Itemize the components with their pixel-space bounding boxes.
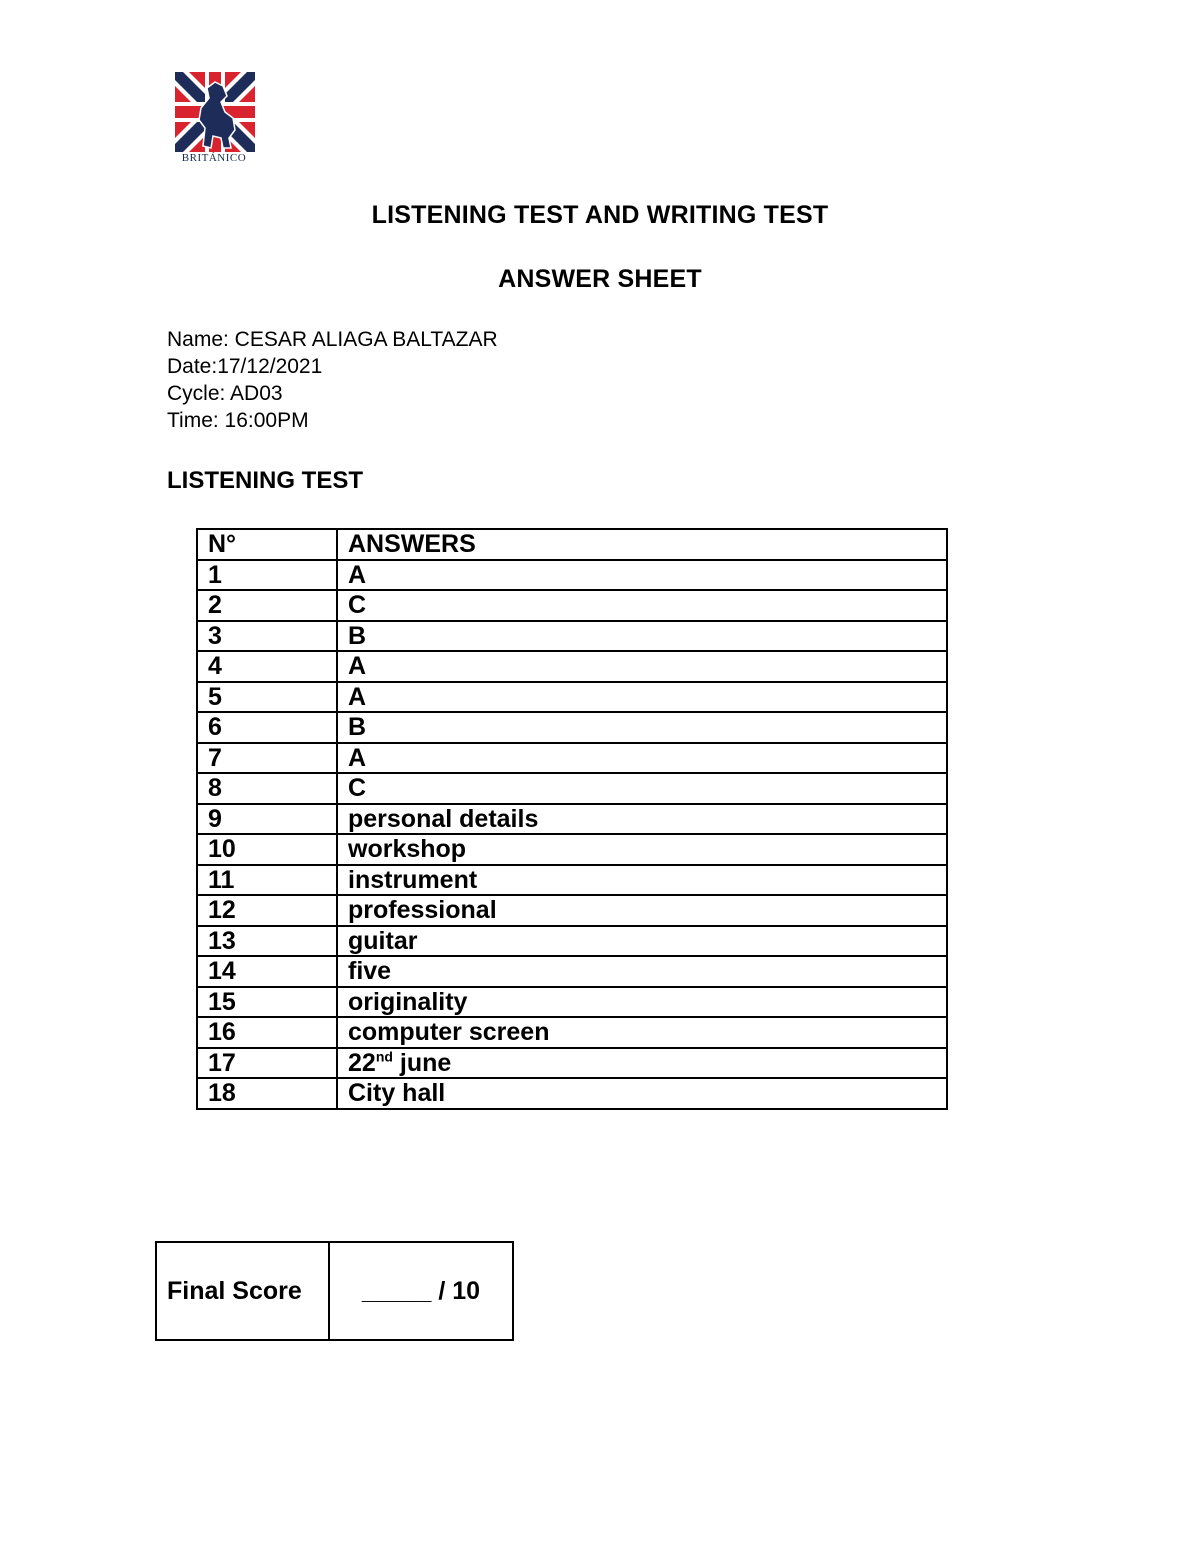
section-heading-listening: LISTENING TEST — [167, 467, 364, 494]
column-header-number: N° — [197, 529, 337, 560]
row-answer: instrument — [337, 865, 947, 896]
table-row — [197, 590, 947, 621]
table-row — [197, 712, 947, 743]
table-row — [197, 560, 947, 591]
row-number: 7 — [197, 743, 337, 774]
column-header-answers: ANSWERS — [337, 529, 947, 560]
row-answer: five — [337, 956, 947, 987]
table-row — [197, 773, 947, 804]
row-number: 5 — [197, 682, 337, 713]
table-row — [197, 987, 947, 1018]
page-subtitle: ANSWER SHEET — [498, 265, 702, 293]
answer-ordinal-suffix: nd — [375, 1048, 393, 1065]
row-answer: City hall — [337, 1078, 947, 1109]
final-score-label: Final Score — [156, 1242, 329, 1340]
table-row — [197, 926, 947, 957]
row-number: 6 — [197, 712, 337, 743]
table-row — [197, 1017, 947, 1048]
row-number: 16 — [197, 1017, 337, 1048]
row-answer: A — [337, 682, 947, 713]
row-number: 15 — [197, 987, 337, 1018]
row-answer: A — [337, 743, 947, 774]
table-row — [197, 834, 947, 865]
row-number: 10 — [197, 834, 337, 865]
answer-day: 22 — [348, 1048, 376, 1077]
row-answer: C — [337, 590, 947, 621]
row-number: 8 — [197, 773, 337, 804]
row-number: 13 — [197, 926, 337, 957]
row-number: 9 — [197, 804, 337, 835]
table-row — [197, 895, 947, 926]
row-number: 2 — [197, 590, 337, 621]
row-number: 14 — [197, 956, 337, 987]
row-answer: B — [337, 712, 947, 743]
row-answer: professional — [337, 895, 947, 926]
row-answer: guitar — [337, 926, 947, 957]
row-answer: personal details — [337, 804, 947, 835]
test-time: Time: 16:00PM — [167, 409, 309, 432]
row-number: 1 — [197, 560, 337, 591]
table-row — [197, 743, 947, 774]
answer-month: june — [392, 1048, 452, 1077]
table-row — [197, 1048, 947, 1079]
final-score-box — [155, 1241, 514, 1341]
student-name: Name: CESAR ALIAGA BALTAZAR — [167, 328, 498, 351]
row-answer — [337, 1048, 947, 1079]
row-number: 4 — [197, 651, 337, 682]
row-number: 12 — [197, 895, 337, 926]
row-answer: B — [337, 621, 947, 652]
table-row — [197, 804, 947, 835]
table-row — [197, 621, 947, 652]
table-row — [197, 682, 947, 713]
row-number: 17 — [197, 1048, 337, 1079]
row-number: 18 — [197, 1078, 337, 1109]
answers-table — [196, 528, 948, 1110]
page-title: LISTENING TEST AND WRITING TEST — [371, 201, 829, 229]
row-answer: workshop — [337, 834, 947, 865]
row-answer: A — [337, 651, 947, 682]
row-answer: computer screen — [337, 1017, 947, 1048]
row-answer: originality — [337, 987, 947, 1018]
final-score-value: _____ / 10 — [329, 1242, 513, 1340]
row-number: 11 — [197, 865, 337, 896]
table-header-row — [197, 529, 947, 560]
row-answer: A — [337, 560, 947, 591]
table-row — [197, 865, 947, 896]
table-row — [197, 1078, 947, 1109]
student-info — [167, 326, 498, 434]
test-date: Date:17/12/2021 — [167, 355, 323, 378]
logo-wordmark: BRITÁNICO — [181, 152, 247, 164]
table-row — [197, 651, 947, 682]
row-number: 3 — [197, 621, 337, 652]
row-answer: C — [337, 773, 947, 804]
test-cycle: Cycle: AD03 — [167, 382, 283, 405]
table-row — [197, 956, 947, 987]
union-jack-lion-emblem — [175, 72, 255, 152]
